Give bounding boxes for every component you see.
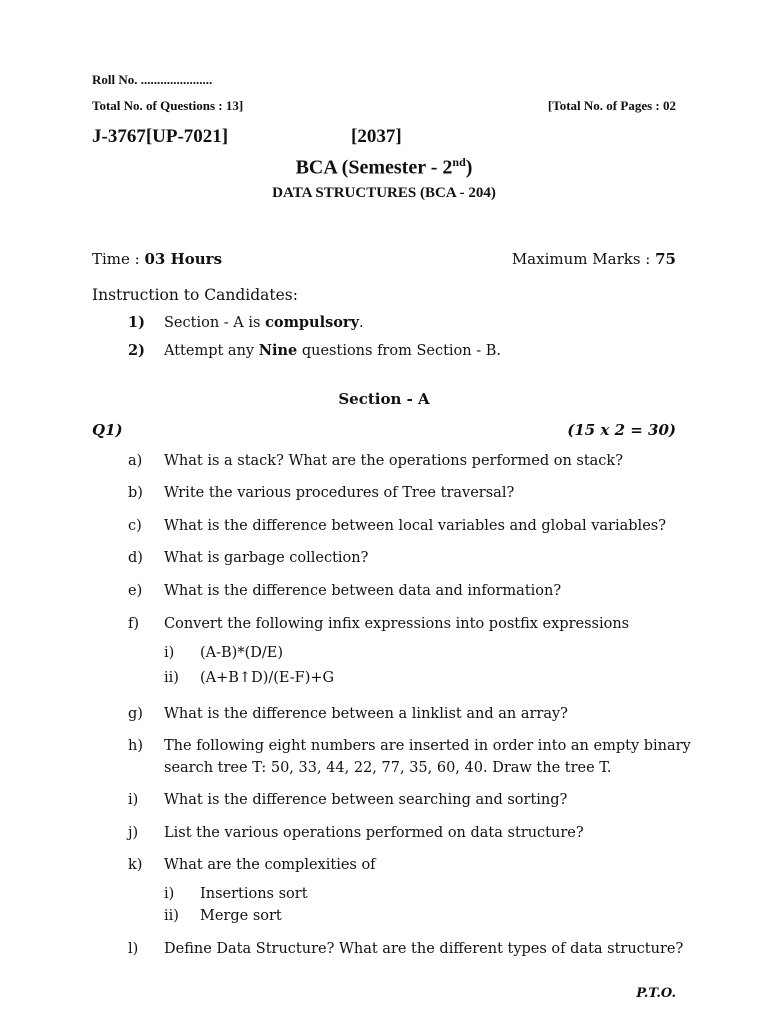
sub-question-label: l) [128, 941, 139, 957]
sub-item-label: ii) [164, 908, 179, 924]
sub-item-text: (A-B)*(D/E) [200, 645, 283, 661]
question-number: Q1) [92, 421, 123, 439]
sub-item-label: i) [164, 886, 175, 902]
sub-item-label: i) [164, 645, 175, 661]
section-a-title: Section - A [338, 390, 430, 408]
time-allowed: Time : 03 Hours [92, 250, 223, 268]
sub-question-text: What is garbage collection? [164, 550, 369, 566]
sub-question-text: Convert the following infix expressions into postfix expressions [164, 616, 630, 632]
instruction-number: 1) [128, 314, 145, 331]
sub-question-label: b) [128, 485, 143, 501]
question-marks: (15 x 2 = 30) [567, 421, 676, 439]
paper-number: [2037] [351, 126, 402, 147]
sub-question-label: k) [128, 857, 143, 873]
sub-question-text: Write the various procedures of Tree traversal? [164, 485, 515, 501]
sub-question-text: What is the difference between searching and sorting? [164, 792, 568, 808]
course-title: BCA (Semester - 2nd) [295, 155, 473, 179]
sub-question-label: j) [128, 825, 139, 841]
instruction-number: 2) [128, 342, 145, 359]
subject-title: DATA STRUCTURES (BCA - 204) [272, 185, 496, 201]
sub-question-text: Define Data Structure? What are the different types of data structure? [164, 941, 684, 957]
sub-question-label: i) [128, 792, 139, 808]
sub-question-text: What is the difference between a linklist and an array? [164, 706, 568, 722]
sub-question-text: List the various operations performed on data structure? [164, 825, 584, 841]
sub-question-text: What is the difference between local variables and global variables? [164, 518, 666, 534]
total-pages: [Total No. of Pages : 02 [547, 98, 676, 113]
sub-question-text: What is the difference between data and information? [164, 583, 562, 599]
sub-question-label: a) [128, 453, 143, 469]
sub-question-label: g) [128, 706, 143, 722]
paper-code: J-3767[UP-7021] [92, 126, 229, 147]
sub-item-label: ii) [164, 670, 179, 686]
instruction-text: Attempt any Nine questions from Section - B. [164, 342, 502, 359]
sub-item-text: (A+B↑D)/(E-F)+G [200, 670, 335, 686]
sub-question-label: d) [128, 550, 143, 566]
sub-question-text: What is a stack? What are the operations performed on stack? [164, 453, 623, 469]
sub-question-text: The following eight numbers are inserted in order into an empty binary [164, 738, 691, 754]
sub-question-label: f) [128, 616, 140, 632]
instruction-text: Section - A is compulsory. [164, 314, 364, 331]
instructions-title: Instruction to Candidates: [92, 286, 298, 304]
roll-number: Roll No. ...................... [92, 72, 213, 87]
sub-question-label: h) [128, 738, 143, 754]
sub-question-label: c) [128, 518, 142, 534]
page-turn-note: P.T.O. [636, 986, 676, 1001]
sub-item-text: Merge sort [200, 908, 282, 924]
maximum-marks: Maximum Marks : 75 [511, 250, 676, 268]
sub-question-text: What are the complexities of [164, 857, 376, 873]
sub-item-text: Insertions sort [200, 886, 308, 902]
sub-question-label: e) [128, 583, 143, 599]
sub-question-text-continued: search tree T: 50, 33, 44, 22, 77, 35, 60, 40. Draw the tree T. [164, 760, 612, 776]
total-questions: Total No. of Questions : 13] [92, 98, 244, 113]
